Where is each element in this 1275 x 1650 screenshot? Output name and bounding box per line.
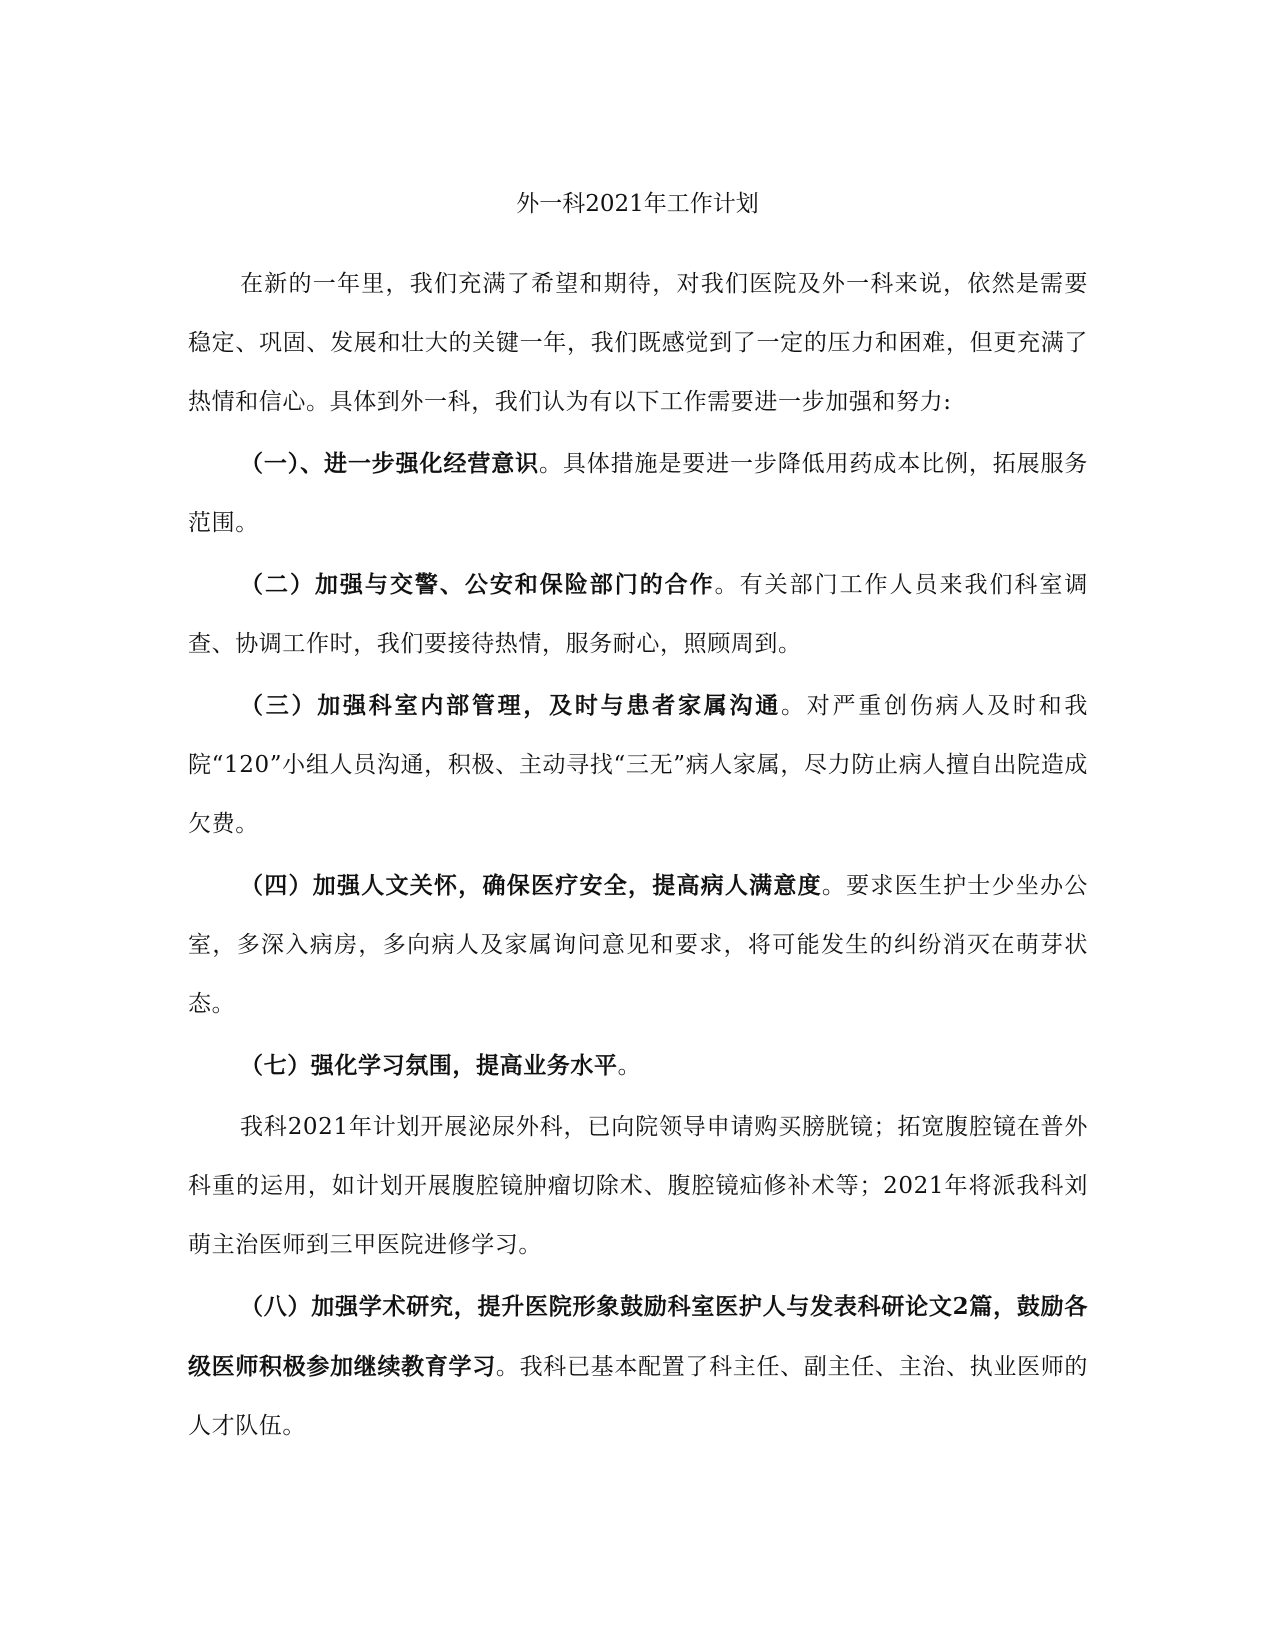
section-2-paragraph <box>188 555 1088 674</box>
section-1-paragraph <box>188 434 1088 553</box>
section-8-body: 。我科已基本配置了科主任、副主任、主治、执业医师的人才队伍。 <box>188 1354 1088 1439</box>
section-4-paragraph <box>188 856 1088 1034</box>
section-7-paragraph <box>188 1036 1088 1096</box>
section-3-paragraph <box>188 676 1088 854</box>
section-2-body: 。有关部门工作人员来我们科室调查、协调工作时，我们要接待热情，服务耐心，照顾周到。 <box>188 572 1088 657</box>
document-body <box>188 255 1088 1458</box>
section-4-heading: （四）加强人文关怀，确保医疗安全，提高病人满意度 <box>240 872 822 899</box>
section-3-heading: （三）加强科室内部管理，及时与患者家属沟通 <box>240 692 782 719</box>
section-1-body: 。具体措施是要进一步降低用药成本比例，拓展服务范围。 <box>188 451 1088 536</box>
document-title: 外一科2021年工作计划 <box>516 191 759 217</box>
section-1-heading: （一）、进一步强化经营意识 <box>240 450 539 477</box>
section-8-heading: （八）加强学术研究，提升医院形象鼓励科室医护人与发表科研论文2篇，鼓励各级医师积极参加继续教育学习 <box>188 1293 1088 1380</box>
intro-paragraph: 在新的一年里，我们充满了希望和期待，对我们医院及外一科来说，依然是需要稳定、巩固、发展和壮大的关键一年，我们既感觉到了一定的压力和困难，但更充满了热情和信心。具体到外一科，我们认为有以下工作需要进一步加强和努力: <box>188 271 1088 415</box>
section-3-body: 。对严重创伤病人及时和我院“120”小组人员沟通，积极、主动寻找“三无”病人家属，尽力防止病人擅自出院造成欠费。 <box>188 693 1088 837</box>
section-4-body: 。要求医生护士少坐办公室，多深入病房，多向病人及家属询问意见和要求，将可能发生的纠纷消灭在萌芽状态。 <box>188 873 1088 1017</box>
section-2-heading: （二）加强与交警、公安和保险部门的合作 <box>240 571 715 598</box>
section-8-paragraph <box>188 1277 1088 1456</box>
plan-paragraph: 我科2021年计划开展泌尿外科，已向院领导申请购买膀胱镜；拓宽腹腔镜在普外科重的运用，如计划开展腹腔镜肿瘤切除术、腹腔镜疝修补术等；2021年将派我科刘萌主治医师到三甲医院进修学习。 <box>188 1114 1088 1258</box>
section-7-heading: （七）强化学习氛围，提高业务水平 <box>240 1052 618 1079</box>
section-7-body: 。 <box>617 1053 642 1079</box>
